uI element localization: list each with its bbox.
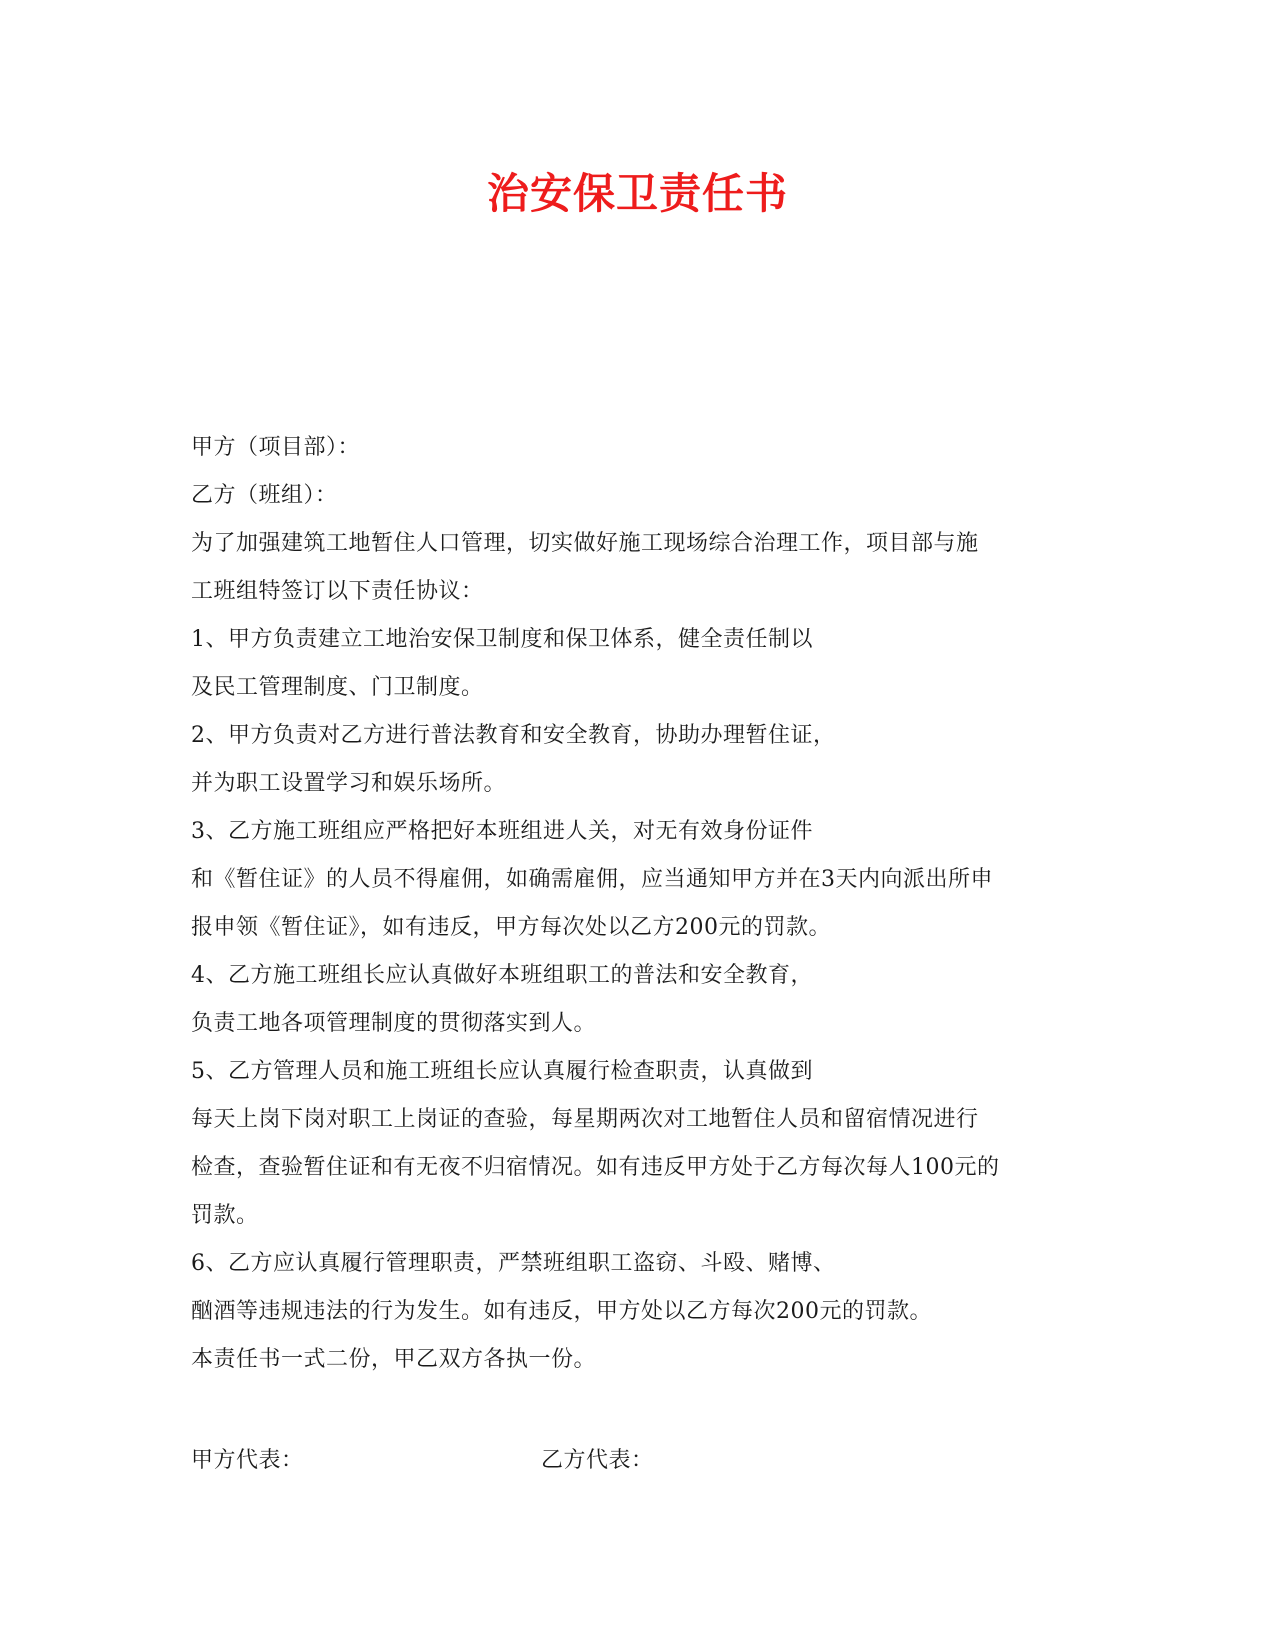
clause-6-line-1: 6、乙方应认真履行管理职责，严禁班组职工盗窃、斗殴、赌博、 (191, 1251, 836, 1276)
clause-2-line-1: 2、甲方负责对乙方进行普法教育和安全教育，协助办理暂住证， (191, 723, 836, 748)
party-a-line: 甲方（项目部）： (191, 435, 361, 460)
party-a-signature-label: 甲方代表： (191, 1448, 304, 1473)
copies-line: 本责任书一式二份，甲乙双方各执一份。 (191, 1347, 597, 1372)
clause-3-line-1: 3、乙方施工班组应严格把好本班组进人关，对无有效身份证件 (191, 819, 813, 844)
document-body (191, 424, 1091, 1384)
clause-2-line-2: 并为职工设置学习和娱乐场所。 (191, 771, 507, 796)
clause-5-line-4: 罚款。 (191, 1203, 259, 1228)
signature-row (191, 1437, 1091, 1485)
clause-3-line-2: 和《暂住证》的人员不得雇佣，如确需雇佣，应当通知甲方并在3天内向派出所申 (191, 867, 993, 892)
party-b-signature-label: 乙方代表： (541, 1448, 654, 1473)
clause-1-line-2: 及民工管理制度、门卫制度。 (191, 675, 484, 700)
document-title: 治安保卫责任书 (486, 169, 788, 218)
clause-6-line-2: 酗酒等违规违法的行为发生。如有违反，甲方处以乙方每次200元的罚款。 (191, 1299, 932, 1324)
clause-5-line-2: 每天上岗下岗对职工上岗证的查验，每星期两次对工地暂住人员和留宿情况进行 (191, 1107, 979, 1132)
clause-5-line-1: 5、乙方管理人员和施工班组长应认真履行检查职责，认真做到 (191, 1059, 813, 1084)
clause-1-line-1: 1、甲方负责建立工地治安保卫制度和保卫体系，健全责任制以 (191, 627, 813, 652)
clause-5-line-3: 检查，查验暂住证和有无夜不归宿情况。如有违反甲方处于乙方每次每人100元的 (191, 1155, 1000, 1180)
clause-4-line-2: 负责工地各项管理制度的贯彻落实到人。 (191, 1011, 597, 1036)
party-b-line: 乙方（班组）： (191, 483, 338, 508)
clause-4-line-1: 4、乙方施工班组长应认真做好本班组职工的普法和安全教育， (191, 963, 813, 988)
intro-line-2: 工班组特签订以下责任协议： (191, 579, 484, 604)
clause-3-line-3: 报申领《暂住证》，如有违反，甲方每次处以乙方200元的罚款。 (191, 915, 831, 940)
intro-line-1: 为了加强建筑工地暂住人口管理，切实做好施工现场综合治理工作，项目部与施 (191, 531, 979, 556)
